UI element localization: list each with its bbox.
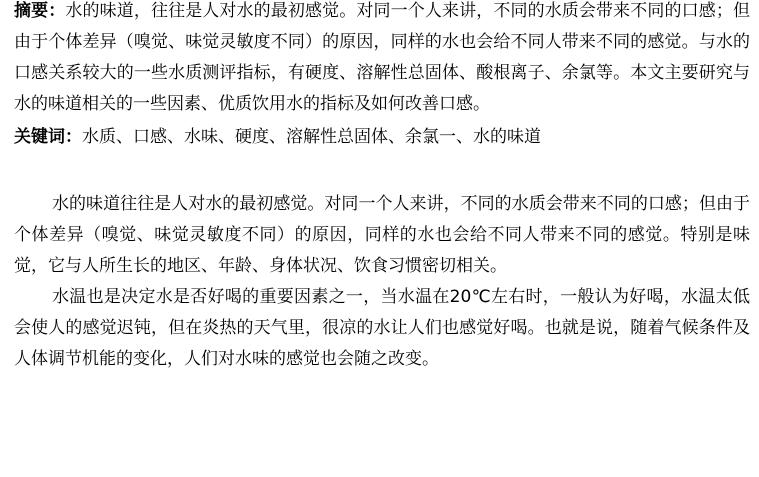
section-gap [14, 153, 750, 189]
abstract-label: 摘要： [14, 1, 66, 21]
keywords-text: 水质、口感、水味、硬度、溶解性总固体、余氯一、水的味道 [82, 127, 541, 147]
abstract-text: 水的味道，往往是人对水的最初感觉。对同一个人来讲，不同的水质会带来不同的口感；但由于个体差异（嗅觉、味觉灵敏度不同）的原因，同样的水也会给不同人带来不同的感觉。与水的口感关系较大的一些水质测评指标，有硬度、溶解性总固体、酸根离子、余氯等。本文主要研究与水的味道相关的一些因素、优质饮用水的指标及如何改善口感。 [14, 1, 751, 114]
body-paragraph: 水的味道往往是人对水的最初感觉。对同一个人来讲，不同的水质会带来不同的口感；但由于个体差异（嗅觉、味觉灵敏度不同）的原因，同样的水也会给不同人带来不同的感觉。特别是味觉，它与人所生长的地区、年龄、身体状况、饮食习惯密切相关。 [14, 194, 750, 276]
keywords-label: 关键词： [14, 127, 82, 147]
abstract-paragraph [14, 0, 750, 120]
body-paragraph: 水温也是决定水是否好喝的重要因素之一，当水温在20℃左右时，一般认为好喝，水温太低会使人的感觉迟钝，但在炎热的天气里，很凉的水让人们也感觉好喝。也就是说，随着气候条件及人体调节机能的变化，人们对水味的感觉也会随之改变。 [14, 287, 750, 369]
keywords-paragraph [14, 122, 750, 153]
document-page [14, 0, 750, 375]
